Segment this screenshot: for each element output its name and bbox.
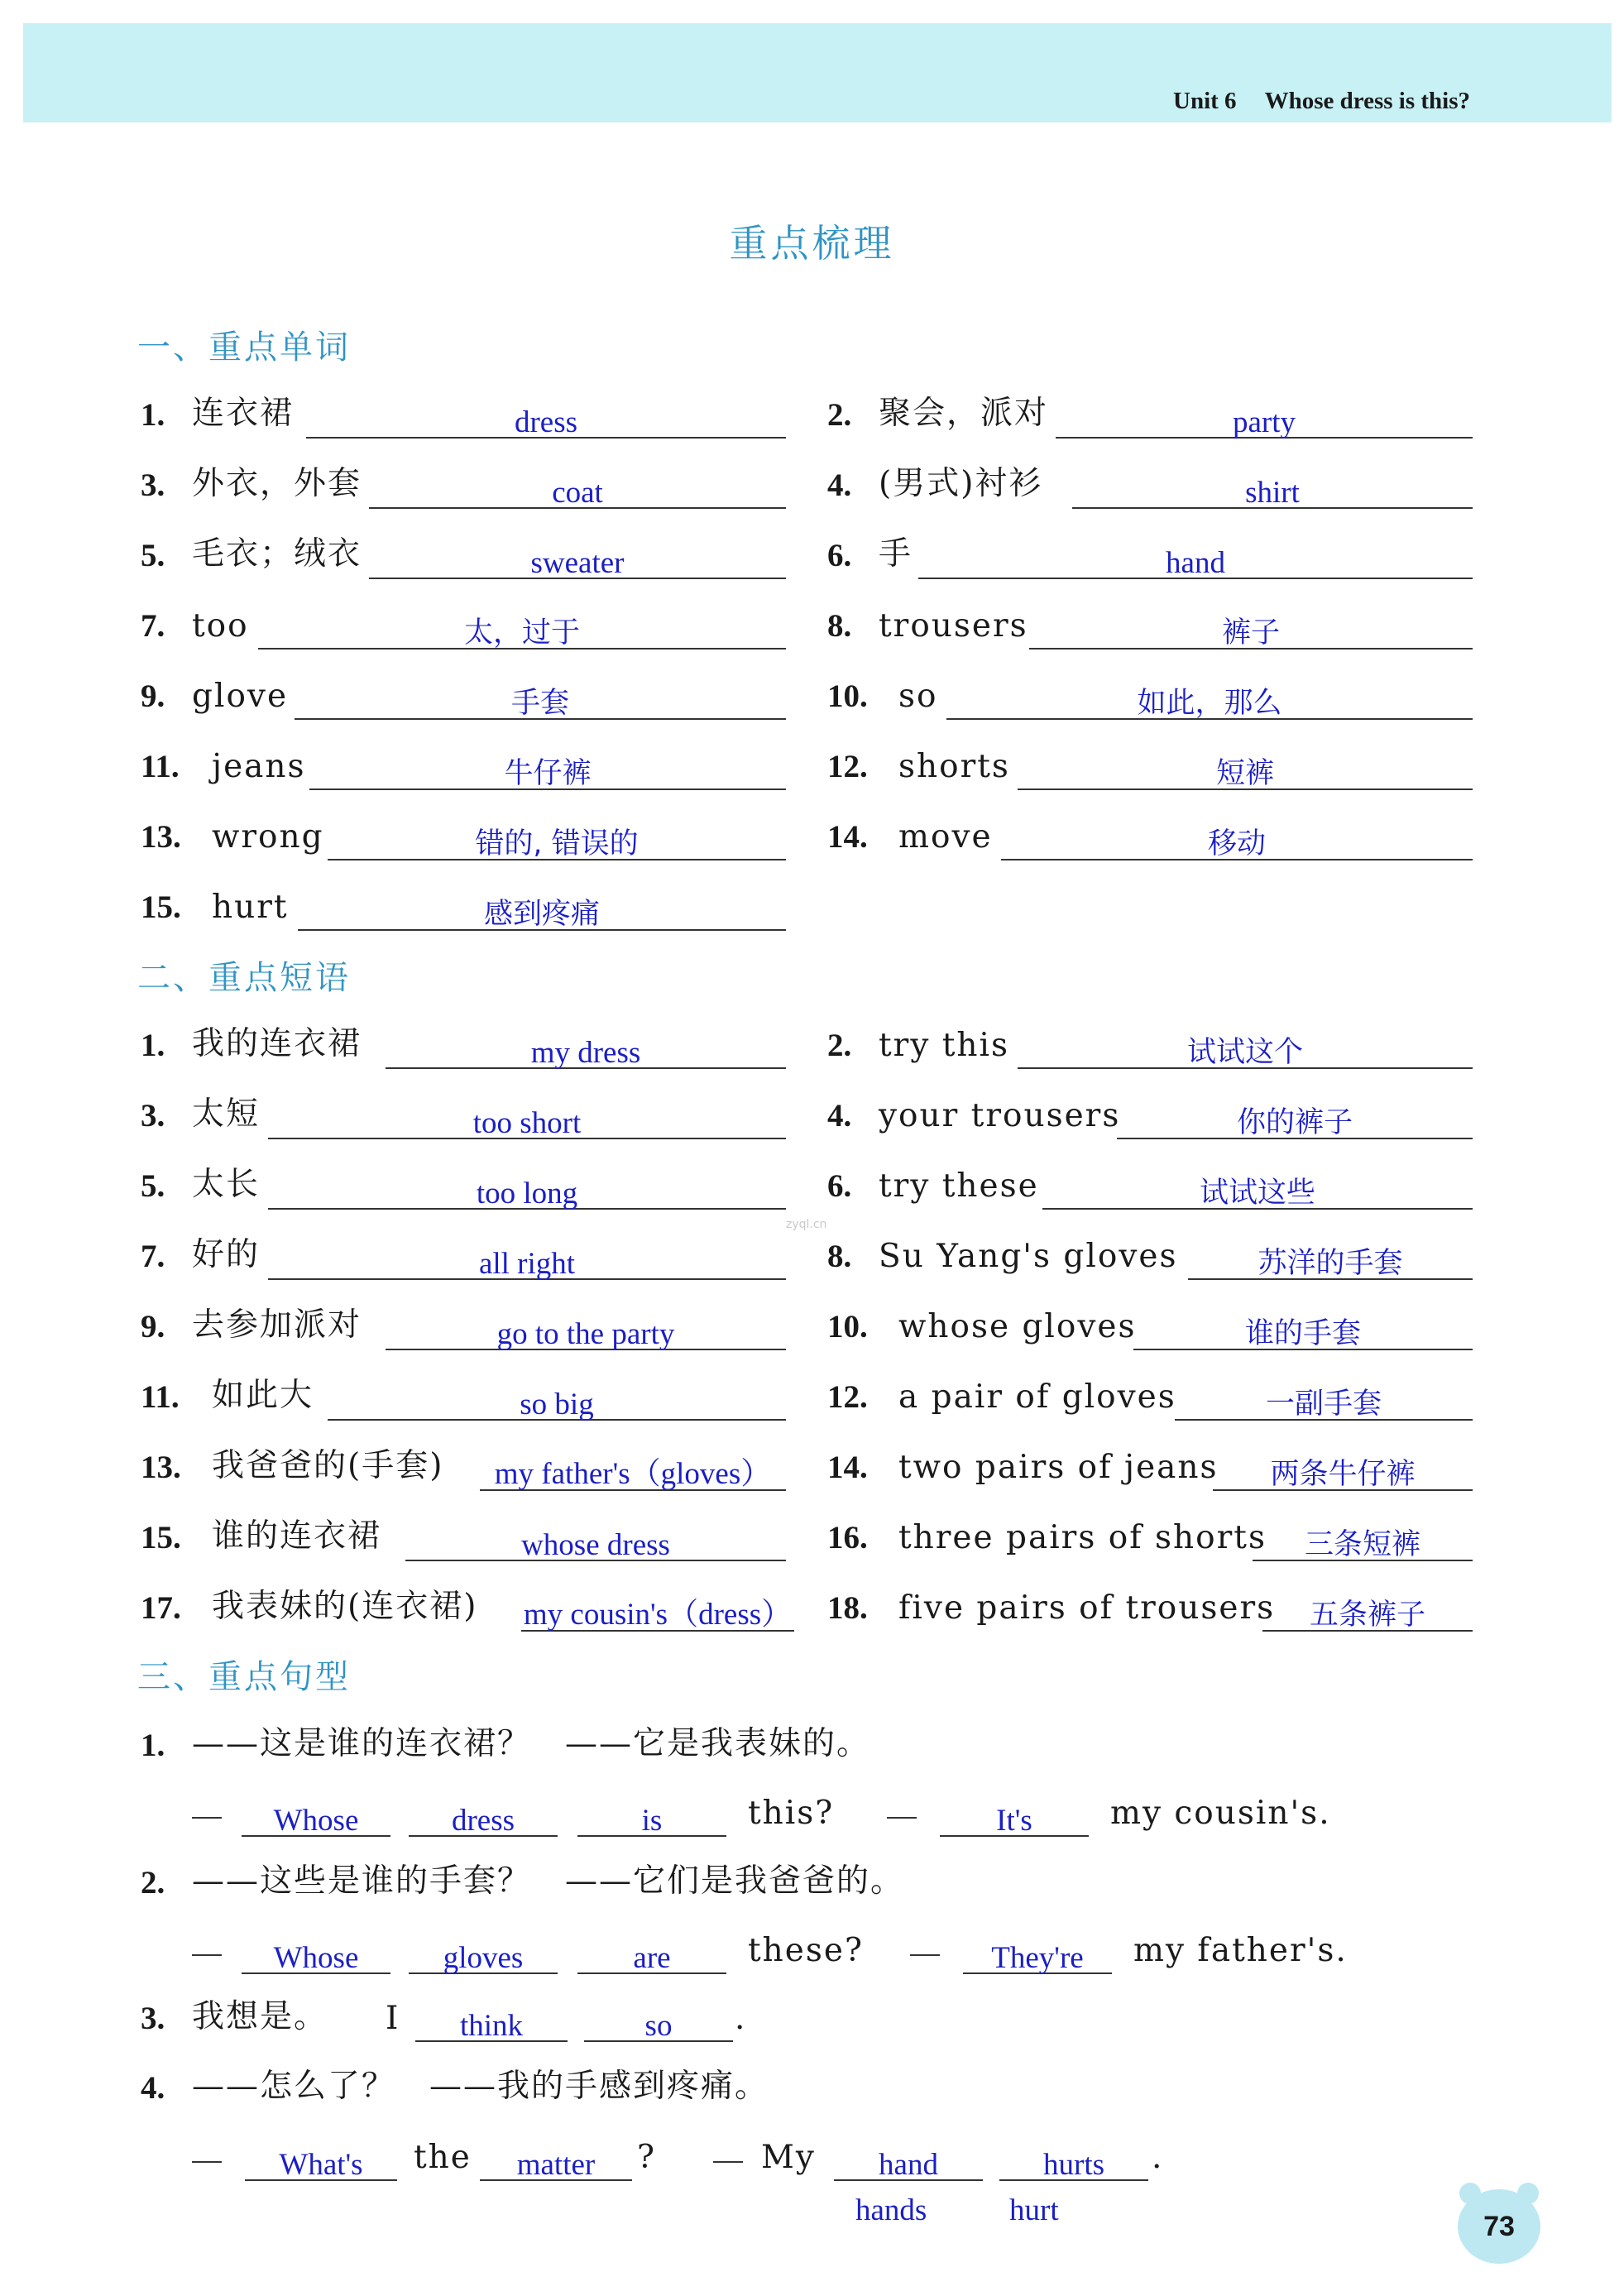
item-prompt: 我表妹的(连衣裙) <box>212 1588 478 1625</box>
answer-text: 错的, 错误的 <box>475 827 639 860</box>
answer-blank[interactable] <box>1188 1247 1473 1280</box>
answer-text: 两条牛仔裤 <box>1270 1458 1416 1491</box>
answer-blank[interactable] <box>577 1941 726 1975</box>
answer-blank[interactable] <box>242 1941 390 1975</box>
answer-blank[interactable] <box>295 687 786 720</box>
dialogue-dash <box>192 1954 222 1956</box>
phrase-item <box>827 1512 1473 1561</box>
answer-blank[interactable] <box>946 687 1473 720</box>
answer-blank[interactable] <box>1072 476 1473 510</box>
item-number: 2. <box>827 397 852 433</box>
answer-text: 太，过于 <box>463 616 580 649</box>
sentence-text: My <box>761 2139 816 2176</box>
sentence-text: . <box>1152 2139 1164 2176</box>
answer-text: 苏洋的手套 <box>1258 1247 1403 1280</box>
section-title-words: 一、重点单词 <box>137 328 351 367</box>
phrase-item <box>141 1230 786 1280</box>
item-prompt: 太长 <box>192 1166 261 1203</box>
word-item <box>827 600 1473 649</box>
answer-blank[interactable] <box>298 898 786 931</box>
word-item <box>827 811 1473 860</box>
answer-blank[interactable] <box>369 546 786 580</box>
answer-blank[interactable] <box>480 2148 632 2182</box>
word-item <box>141 811 786 860</box>
item-number: 11. <box>141 749 180 784</box>
watermark: zyql.cn <box>786 1218 827 1231</box>
sentence-text: ? <box>637 2139 656 2176</box>
dialogue-dash <box>192 2161 222 2163</box>
answer-text: 移动 <box>1207 827 1266 860</box>
item-number: 3. <box>141 1098 165 1134</box>
item-prompt: so <box>898 678 938 715</box>
answer-text: sweater <box>530 546 625 580</box>
item-prompt: wrong <box>212 818 324 856</box>
answer-blank[interactable] <box>584 2009 733 2043</box>
item-prompt: 好的 <box>192 1236 261 1273</box>
answer-text: 牛仔裤 <box>504 757 592 790</box>
answer-text: think <box>459 2009 524 2043</box>
answer-text: hurts <box>1043 2148 1104 2182</box>
item-prompt: shorts <box>898 748 1010 785</box>
answer-blank[interactable] <box>999 2148 1148 2182</box>
answer-blank[interactable] <box>1001 827 1473 860</box>
sentence-chinese: ——怎么了？ ——我的手感到疼痛。 <box>192 2068 769 2105</box>
answer-text: all right <box>478 1247 576 1281</box>
sentence-prompt <box>141 2062 1464 2111</box>
item-number: 6. <box>827 1168 852 1204</box>
item-number: 4. <box>827 467 852 503</box>
item-number: 1. <box>141 1028 165 1063</box>
sentence-answer-line <box>192 2131 1516 2181</box>
running-header <box>1173 88 1470 115</box>
item-prompt: five pairs of trousers <box>898 1589 1276 1627</box>
answer-text: gloves <box>443 1941 524 1975</box>
word-item <box>141 389 786 439</box>
phrase-item <box>827 1019 1473 1069</box>
answer-blank[interactable] <box>328 827 786 860</box>
answer-text: too short <box>472 1106 582 1140</box>
phrase-item <box>827 1301 1473 1350</box>
item-number: 4. <box>141 2070 165 2106</box>
item-number: 7. <box>141 1239 165 1274</box>
dialogue-dash <box>192 1817 222 1819</box>
sentence-chinese: ——这是谁的连衣裙？ ——它是我表妹的。 <box>192 1725 871 1762</box>
answer-blank[interactable] <box>309 757 786 790</box>
answer-text: dress <box>451 1804 515 1838</box>
item-prompt: trousers <box>879 607 1028 645</box>
item-prompt: try these <box>879 1167 1039 1205</box>
answer-text: 手套 <box>510 687 569 720</box>
word-item <box>827 459 1473 509</box>
answer-blank[interactable] <box>1042 1177 1473 1210</box>
answer-text: 一副手套 <box>1265 1388 1382 1421</box>
item-prompt: try this <box>879 1027 1010 1064</box>
word-item <box>827 670 1473 720</box>
answer-text: 三条短裤 <box>1304 1528 1420 1561</box>
phrase-item <box>827 1090 1473 1139</box>
item-prompt: a pair of gloves <box>898 1378 1176 1416</box>
sentence-text: these? <box>748 1932 864 1969</box>
answer-blank[interactable] <box>521 1598 794 1632</box>
sentence-text: my cousin's. <box>1110 1795 1331 1832</box>
answer-text: What's <box>279 2148 363 2182</box>
item-prompt: 我的连衣裙 <box>192 1025 362 1062</box>
sentence-chinese: ——这些是谁的手套？ ——它们是我爸爸的。 <box>192 1862 905 1900</box>
sentence-prompt <box>141 1857 1464 1906</box>
answer-text: 五条裤子 <box>1309 1599 1425 1632</box>
sentence-prompt <box>141 1992 1464 2042</box>
answer-blank[interactable] <box>242 1804 390 1838</box>
phrase-item <box>141 1090 786 1139</box>
unit-label: Unit 6 <box>1173 88 1237 114</box>
section-title-sentences: 三、重点句型 <box>137 1658 351 1696</box>
answer-text: hand <box>879 2148 938 2182</box>
item-number: 8. <box>827 608 852 644</box>
phrase-item <box>141 1512 786 1561</box>
answer-text: Whose <box>273 1804 359 1838</box>
item-number: 15. <box>141 889 181 925</box>
sentence-text: . <box>735 2000 747 2037</box>
sentence-chinese: 我想是。 <box>192 1998 328 2035</box>
answer-text: It's <box>996 1804 1032 1838</box>
item-number: 9. <box>141 1309 165 1345</box>
answer-text: 感到疼痛 <box>483 898 600 931</box>
answer-blank[interactable] <box>918 546 1473 580</box>
item-prompt: 聚会，派对 <box>879 395 1049 432</box>
sentence-text: my father's. <box>1133 1932 1348 1969</box>
item-number: 1. <box>141 1728 165 1763</box>
item-prompt: hurt <box>212 889 289 926</box>
item-number: 8. <box>827 1239 852 1274</box>
answer-blank[interactable] <box>1262 1599 1473 1632</box>
sentence-answer-line <box>192 1925 1516 1974</box>
answer-text: my father's（gloves） <box>494 1457 772 1491</box>
answer-text: so <box>644 2009 673 2043</box>
answer-blank[interactable] <box>306 405 786 439</box>
answer-text: shirt <box>1245 476 1300 510</box>
answer-blank[interactable] <box>1029 616 1473 649</box>
phrase-item <box>141 1301 786 1350</box>
answer-blank[interactable] <box>386 1036 786 1070</box>
phrase-item <box>827 1230 1473 1280</box>
item-prompt: 去参加派对 <box>192 1306 362 1344</box>
phrase-item <box>141 1019 786 1069</box>
alternate-answer: hurt <box>1009 2193 1059 2227</box>
word-item <box>141 741 786 790</box>
item-number: 12. <box>827 1379 868 1415</box>
item-prompt: 毛衣；绒衣 <box>192 535 362 573</box>
answer-text: is <box>641 1804 663 1838</box>
answer-text: so big <box>520 1388 594 1421</box>
answer-blank[interactable] <box>405 1528 786 1562</box>
item-number: 6. <box>827 538 852 573</box>
answer-blank[interactable] <box>409 1941 558 1975</box>
item-prompt: 连衣裙 <box>192 395 295 432</box>
word-item <box>827 530 1473 579</box>
word-item <box>141 459 786 509</box>
item-number: 16. <box>827 1520 868 1555</box>
page-number-text: 73 <box>1483 2210 1515 2242</box>
phrase-item <box>827 1582 1473 1632</box>
item-prompt: too <box>192 607 249 645</box>
answer-blank[interactable] <box>245 2148 397 2182</box>
answer-blank[interactable] <box>1133 1317 1473 1350</box>
answer-text: Whose <box>273 1941 359 1975</box>
item-number: 2. <box>141 1865 165 1901</box>
item-prompt: glove <box>192 678 289 715</box>
word-item <box>141 600 786 649</box>
answer-text: matter <box>516 2148 596 2182</box>
answer-text: 如此，那么 <box>1137 687 1282 720</box>
answer-text: go to the party <box>496 1317 675 1351</box>
item-number: 2. <box>827 1028 852 1063</box>
item-prompt: 手 <box>879 535 913 573</box>
answer-text: coat <box>552 476 603 510</box>
item-number: 4. <box>827 1098 852 1134</box>
word-item <box>141 670 786 720</box>
answer-blank[interactable] <box>1117 1106 1473 1139</box>
item-prompt: 谁的连衣裙 <box>212 1517 382 1555</box>
sentence-prompt <box>141 1719 1464 1769</box>
item-prompt: 太短 <box>192 1095 261 1133</box>
answer-text: 你的裤子 <box>1236 1106 1353 1139</box>
answer-blank[interactable] <box>1253 1528 1473 1561</box>
answer-blank[interactable] <box>328 1388 786 1421</box>
item-number: 14. <box>827 1450 868 1485</box>
answer-blank[interactable] <box>258 616 786 649</box>
item-number: 18. <box>827 1590 868 1626</box>
answer-blank[interactable] <box>480 1457 786 1491</box>
phrase-item <box>827 1160 1473 1210</box>
answer-text: 谁的手套 <box>1244 1317 1361 1350</box>
answer-text: my cousin's（dress） <box>523 1598 793 1632</box>
item-prompt: 外衣，外套 <box>192 465 362 502</box>
answer-blank[interactable] <box>409 1804 558 1838</box>
answer-text: my dress <box>530 1036 641 1070</box>
item-number: 3. <box>141 2001 165 2036</box>
item-prompt: two pairs of jeans <box>898 1449 1219 1486</box>
dialogue-dash <box>910 1954 940 1956</box>
phrase-item <box>141 1371 786 1421</box>
answer-blank[interactable] <box>1213 1458 1473 1491</box>
item-number: 15. <box>141 1520 181 1555</box>
section-title-phrases: 二、重点短语 <box>137 959 351 997</box>
item-number: 10. <box>827 1309 868 1345</box>
item-number: 5. <box>141 1168 165 1204</box>
item-number: 13. <box>141 1450 181 1485</box>
word-item <box>827 741 1473 790</box>
answer-text: 试试这些 <box>1199 1177 1315 1210</box>
item-prompt: three pairs of shorts <box>898 1519 1267 1556</box>
item-number: 13. <box>141 819 181 855</box>
answer-blank[interactable] <box>1018 757 1473 790</box>
answer-blank[interactable] <box>268 1106 786 1140</box>
item-prompt: 我爸爸的(手套) <box>212 1447 444 1484</box>
dialogue-dash <box>713 2161 743 2163</box>
answer-blank[interactable] <box>1018 1036 1473 1069</box>
sentence-answer-line <box>192 1787 1516 1837</box>
answer-blank[interactable] <box>268 1247 786 1281</box>
item-prompt: move <box>898 818 993 856</box>
sentence-text: I <box>386 2000 400 2037</box>
answer-text: dress <box>514 405 578 439</box>
answer-text: too long <box>476 1177 578 1210</box>
sentence-text: the <box>414 2139 472 2176</box>
answer-blank[interactable] <box>386 1317 786 1351</box>
answer-blank[interactable] <box>415 2009 568 2043</box>
answer-text: whose dress <box>521 1528 670 1562</box>
unit-title: Whose dress is this? <box>1264 88 1470 114</box>
item-number: 9. <box>141 678 165 714</box>
item-number: 11. <box>141 1379 180 1415</box>
item-number: 7. <box>141 608 165 644</box>
word-item <box>827 389 1473 439</box>
answer-text: They're <box>991 1941 1084 1975</box>
answer-blank[interactable] <box>577 1804 726 1838</box>
item-number: 10. <box>827 678 868 714</box>
word-item <box>141 881 786 931</box>
item-number: 17. <box>141 1590 181 1626</box>
phrase-item <box>141 1582 794 1632</box>
phrase-item <box>141 1441 786 1491</box>
phrase-item <box>141 1160 786 1210</box>
item-prompt: your trousers <box>879 1097 1121 1134</box>
page-number <box>1458 2189 1540 2264</box>
word-item <box>141 530 786 579</box>
answer-blank[interactable] <box>369 476 786 510</box>
dialogue-dash <box>887 1817 917 1819</box>
phrase-item <box>827 1441 1473 1491</box>
answer-text: are <box>633 1941 671 1975</box>
item-number: 1. <box>141 397 165 433</box>
answer-text: 短裤 <box>1215 757 1274 790</box>
answer-blank[interactable] <box>834 2148 983 2182</box>
answer-blank[interactable] <box>940 1804 1089 1838</box>
alternate-answer: hands <box>855 2193 927 2227</box>
item-number: 5. <box>141 538 165 573</box>
answer-blank[interactable] <box>268 1177 786 1210</box>
sentence-text: this? <box>748 1795 835 1832</box>
item-prompt: whose gloves <box>898 1308 1137 1345</box>
phrase-item <box>827 1371 1473 1421</box>
item-number: 12. <box>827 749 868 784</box>
item-prompt: Su Yang's gloves <box>879 1238 1178 1275</box>
answer-blank[interactable] <box>963 1941 1112 1975</box>
answer-blank[interactable] <box>1056 405 1473 439</box>
page-title: 重点梳理 <box>729 221 895 266</box>
answer-blank[interactable] <box>1175 1388 1473 1421</box>
item-prompt: (男式)衬衫 <box>879 465 1043 502</box>
item-number: 3. <box>141 467 165 503</box>
item-prompt: 如此大 <box>212 1377 314 1414</box>
answer-text: 试试这个 <box>1186 1036 1303 1069</box>
item-number: 14. <box>827 819 868 855</box>
answer-text: party <box>1232 405 1296 439</box>
item-prompt: jeans <box>212 748 306 785</box>
answer-text: hand <box>1166 546 1225 580</box>
answer-text: 裤子 <box>1221 616 1280 649</box>
